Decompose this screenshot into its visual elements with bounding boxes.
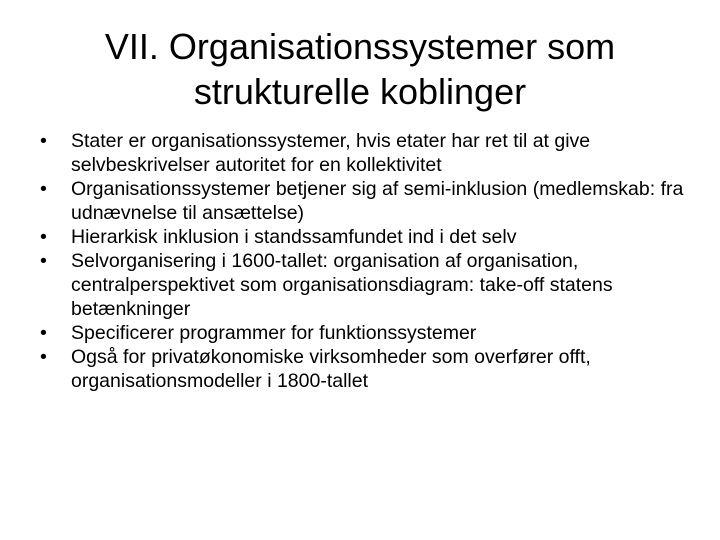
slide-title-line: VII. Organisationssystemer som	[104, 26, 616, 67]
bullet-text: Selvorganisering i 1600-tallet: organisation af organisation, centralperspektivet som organisationsdiagram: take-off statens betænkninger	[71, 250, 613, 320]
slide-title	[40, 24, 680, 114]
bullet-list	[40, 129, 690, 393]
bullet-item	[40, 345, 690, 393]
bullet-item	[40, 129, 690, 177]
bullet-text: Hierarkisk inklusion i standssamfundet ind i det selv	[71, 226, 517, 248]
bullet-dot-icon: •	[40, 322, 47, 344]
bullet-dot-icon: •	[40, 226, 47, 248]
bullet-dot-icon: •	[40, 178, 47, 200]
bullet-dot-icon: •	[40, 346, 47, 368]
bullet-text: Organisationssystemer betjener sig af semi-inklusion (medlemskab: fra udnævnelse til ansættelse)	[71, 178, 684, 224]
bullet-dot-icon: •	[40, 250, 47, 272]
bullet-item	[40, 249, 690, 321]
bullet-item	[40, 225, 690, 249]
bullet-item	[40, 177, 690, 225]
bullet-text: Specificerer programmer for funktionssystemer	[71, 322, 477, 344]
bullet-dot-icon: •	[40, 130, 47, 152]
bullet-text: Stater er organisationssystemer, hvis etater har ret til at give selvbeskrivelser autoritet for en kollektivitet	[71, 130, 591, 176]
bullet-text: Også for privatøkonomiske virksomheder som overfører offt, organisationsmodeller i 1800-tallet	[71, 346, 591, 392]
slide-title-line: strukturelle koblinger	[193, 71, 527, 112]
bullet-item	[40, 321, 690, 345]
